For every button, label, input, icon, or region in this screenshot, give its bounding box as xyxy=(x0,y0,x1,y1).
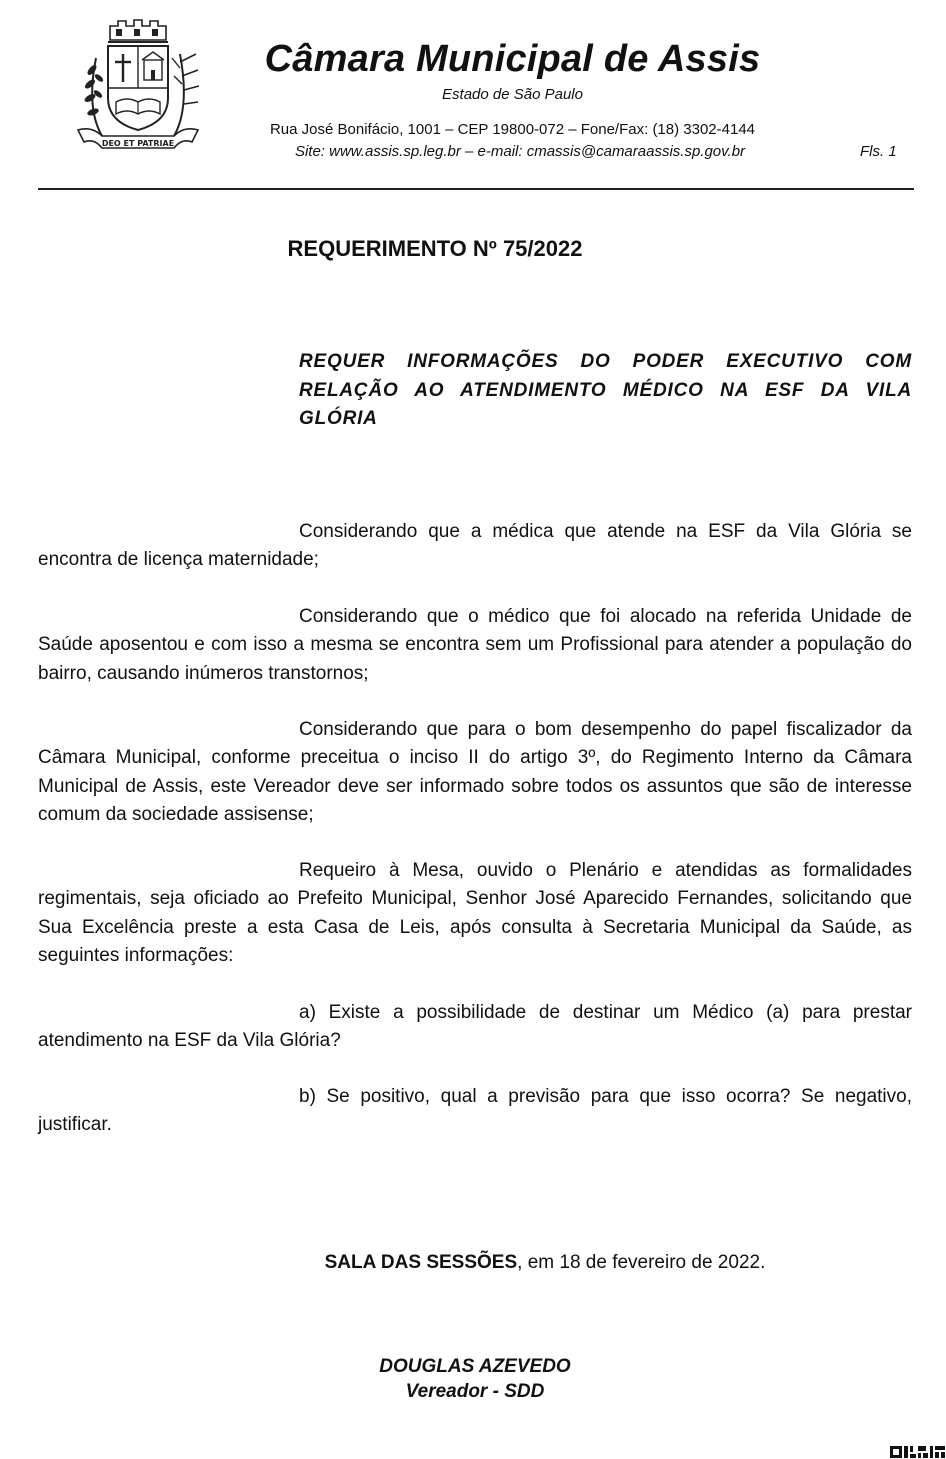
question-b: b) Se positivo, qual a previsão para que isso ocorra? Se negativo, justificar. xyxy=(38,1086,912,1136)
closing-place: SALA DAS SESSÕES xyxy=(324,1252,518,1273)
crest-motto: DEO ET PATRIAE xyxy=(101,139,175,148)
paragraph-4: Requeiro à Mesa, ouvido o Plenário e atendidas as formalidades regimentais, seja oficiado ao Prefeito Municipal, Senhor José Aparecido Fernandes, solicitando que Sua Excelência preste a esta Casa de Leis, após consulta à Secretaria Municipal da Saúde, as seguintes informações: xyxy=(38,860,912,967)
signer-name: DOUGLAS AZEVEDO xyxy=(379,1356,571,1377)
coat-of-arms-icon xyxy=(72,18,202,160)
document-title: REQUERIMENTO Nº 75/2022 xyxy=(287,236,583,261)
header-divider xyxy=(38,188,914,190)
institution-address: Rua José Bonifácio, 1001 – CEP 19800-072 – Fone/Fax: (18) 3302-4144 xyxy=(269,121,756,138)
institution-name: Câmara Municipal de Assis xyxy=(264,38,761,80)
document-summary: REQUER INFORMAÇÕES DO PODER EXECUTIVO COM RELAÇÃO AO ATENDIMENTO MÉDICO NA ESF DA VILA GLÓRIA xyxy=(299,351,912,429)
paragraph-2: Considerando que o médico que foi alocado na referida Unidade de Saúde aposentou e com isso a mesma se encontra sem um Profissional para atender a população do bairro, causando inúmeros transtornos; xyxy=(38,606,912,684)
paragraph-3: Considerando que para o bom desempenho do papel fiscalizador da Câmara Municipal, conforme preceitua o inciso II do artigo 3º, do Regimento Interno da Câmara Municipal de Assis, este Vereador deve ser informado sobre todos os assuntos que são de interesse comum da sociedade assisense; xyxy=(38,719,912,826)
question-a: a) Existe a possibilidade de destinar um Médico (a) para prestar atendimento na ESF da Vila Glória? xyxy=(38,1002,912,1052)
closing-line xyxy=(200,1252,890,1274)
institution-site-email: Site: www.assis.sp.leg.br – e-mail: cmassis@camaraassis.sp.gov.br xyxy=(294,143,746,160)
corner-code-icon xyxy=(890,1444,946,1459)
signer-role: Vereador - SDD xyxy=(405,1381,545,1402)
closing-date: , em 18 de fevereiro de 2022. xyxy=(517,1252,766,1273)
sheet-number: Fls. 1 xyxy=(860,143,897,160)
paragraph-1: Considerando que a médica que atende na ESF da Vila Glória se encontra de licença maternidade; xyxy=(38,521,912,571)
institution-state: Estado de São Paulo xyxy=(442,86,583,103)
